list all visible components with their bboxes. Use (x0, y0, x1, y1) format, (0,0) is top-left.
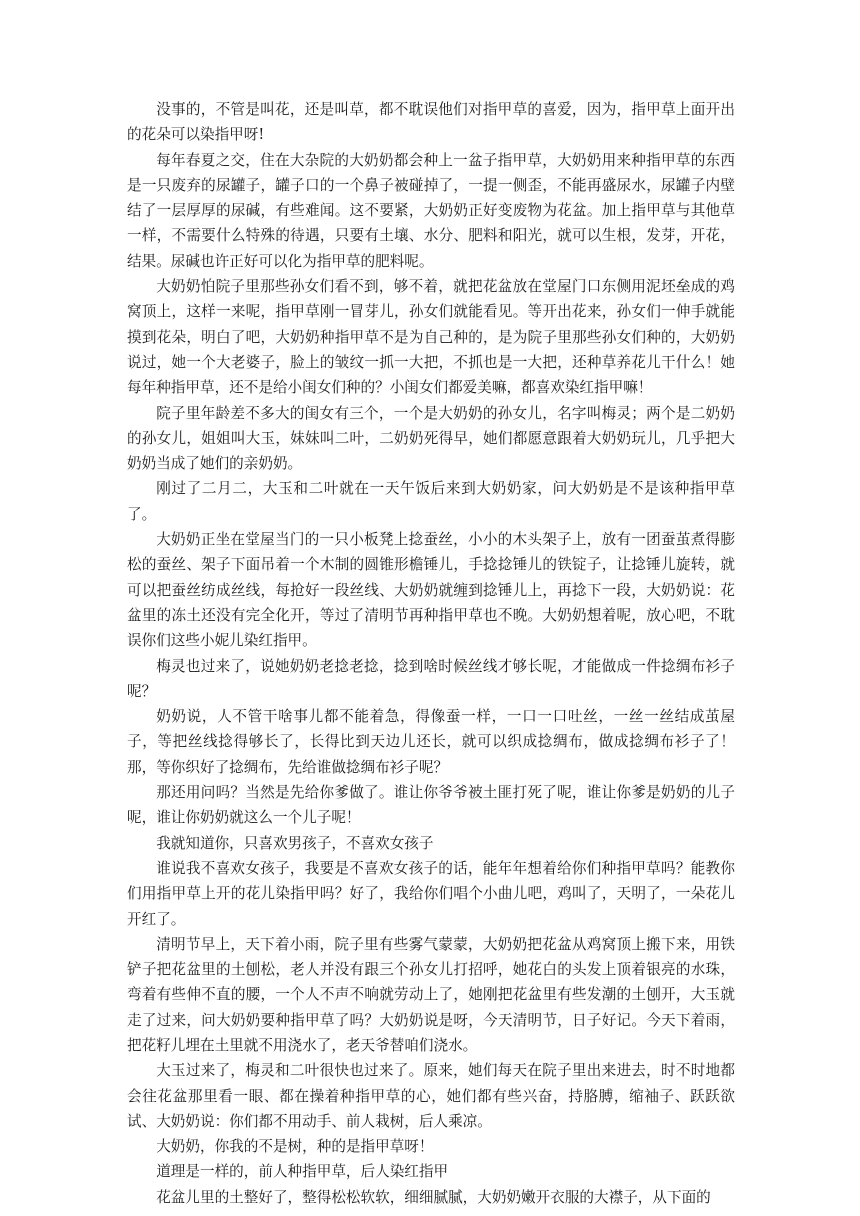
paragraph: 道理是一样的，前人种指甲草，后人染红指甲 (156, 1163, 449, 1181)
paragraph: 大奶奶怕院子里那些孙女们看不到，够不着，就把花盆放在堂屋门口东侧用泥坯垒成的鸡窝顶上，这样一来呢，指甲草刚一冒芽儿，孙女们就能看见。等开出花来，孙女们一伸手就能摸到花朵，明白了吧，大奶奶种指甲草不是为自己种的，是为院子里那些孙女们种的，大奶奶说过，她一个大老婆子，脸上的皱纹一抓一大把，不抓也是一大把，还种草养花儿干什么！她每年种指甲草，还不是给小闺女们种的？小闺女们都爱美嘛，都喜欢染红指甲嘛！ (127, 278, 735, 397)
document-body (127, 97, 735, 1210)
paragraph: 那还用问吗？当然是先给你爹做了。谁让你爷爷被土匪打死了呢，谁让你爹是奶奶的儿子呢，谁让你奶奶就这么一个儿子呢！ (127, 784, 735, 827)
paragraph: 奶奶说，人不管干啥事儿都不能着急，得像蚕一样，一口一口吐丝，一丝一丝结成茧屋子，等把丝线捻得够长了，长得比到天边儿还长，就可以织成捻绸布，做成捻绸布衫子了！那，等你织好了捻绸布，先给谁做捻绸布衫子呢？ (127, 708, 735, 776)
paragraph: 清明节早上，天下着小雨，院子里有些雾气蒙蒙，大奶奶把花盆从鸡窝顶上搬下来，用铁铲子把花盆里的土刨松，老人并没有跟三个孙女儿打招呼，她花白的头发上顶着银亮的水珠，弯着有些伸不直的腰，一个人不声不响就劳动上了，她刚把花盆里有些发潮的土刨开，大玉就走了过来，问大奶奶要种指甲草了吗？大奶奶说是呀，今天清明节，日子好记。今天下着雨，把花籽儿埋在土里就不用浇水了，老天爷替咱们浇水。 (127, 935, 735, 1054)
paragraph: 谁说我不喜欢女孩子，我要是不喜欢女孩子的话，能年年想着给你们种指甲草吗？能教你们用指甲草上开的花儿染指甲吗？好了，我给你们唱个小曲儿吧，鸡叫了，天明了，一朵花儿开红了。 (127, 859, 735, 928)
paragraph: 大奶奶，你我的不是树，种的是指甲草呀！ (156, 1138, 434, 1156)
paragraph: 刚过了二月二，大玉和二叶就在一天午饭后来到大奶奶家，问大奶奶是不是该种指甲草了。 (127, 480, 735, 523)
paragraph: 院子里年龄差不多大的闺女有三个，一个是大奶奶的孙女儿，名字叫梅灵；两个是二奶奶的孙女儿，姐姐叫大玉，妹妹叫二叶，二奶奶死得早，她们都愿意跟着大奶奶玩儿，几乎把大奶奶当成了她们的亲奶奶。 (127, 404, 735, 473)
paragraph: 大奶奶正坐在堂屋当门的一只小板凳上捻蚕丝，小小的木头架子上，放有一团蚕茧煮得膨松的蚕丝、架子下面吊着一个木制的圆锥形檐锤儿，手捻捻锤儿的铁锭子，让捻锤儿旋转，就可以把蚕丝纺成丝线，每抢好一段丝线、大奶奶就缠到捻锤儿上，再捻下一段，大奶奶说：花盆里的冻土还没有完全化开，等过了清明节再种指甲草也不晚。大奶奶想着呢，放心吧，不耽误你们这些小妮儿染红指甲。 (127, 531, 735, 650)
paragraph: 没事的，不管是叫花，还是叫草，都不耽误他们对指甲草的喜爱，因为，指甲草上面开出的花朵可以染指甲呀! (127, 101, 735, 144)
paragraph: 大玉过来了，梅灵和二叶很快也过来了。原来，她们每天在院子里出来进去，时不时地都会往花盆那里看一眼、都在操着种指甲草的心，她们都有些兴奋，持胳膊，缩袖子、跃跃欲试、大奶奶说：你们都不用动手、前人栽树，后人乘凉。 (127, 1062, 735, 1130)
paragraph: 梅灵也过来了，说她奶奶老捻老捻，捻到啥时候丝线才够长呢，才能做成一件捻绸布衫子呢？ (127, 657, 735, 700)
paragraph: 花盆儿里的土整好了，整得松松软软，细细腻腻，大奶奶嫩开衣服的大襟子，从下面的 (156, 1188, 711, 1206)
paragraph: 每年春夏之交，住在大杂院的大奶奶都会种上一盆子指甲草，大奶奶用来种指甲草的东西是一只废弃的尿罐子，罐子口的一个鼻子被碰掉了，一提一侧歪，不能再盛尿水，尿罐子内壁结了一层厚厚的尿碱，有些难闻。这不要紧，大奶奶正好变废物为花盆。加上指甲草与其他草一样，不需要什么特殊的待遇，只要有土壤、水分、肥料和阳光，就可以生根，发芽，开花，结果。尿碱也许正好可以化为指甲草的肥料呢。 (127, 151, 735, 270)
paragraph: 我就知道你，只喜欢男孩子，不喜欢女孩子 (156, 834, 434, 852)
